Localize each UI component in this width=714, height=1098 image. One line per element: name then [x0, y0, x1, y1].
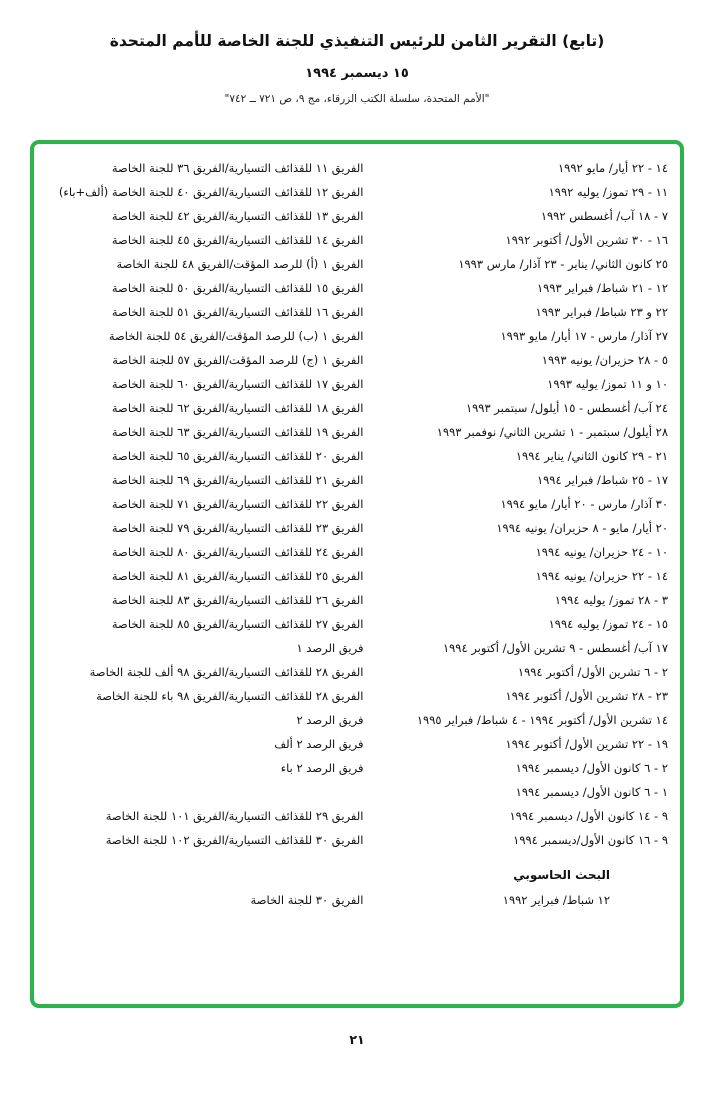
inspection-date: ١٠ - ٢٤ حزيران/ يونيه ١٩٩٤ — [535, 545, 668, 559]
team-label: فريق الرصد ١ — [296, 641, 364, 655]
table-row — [46, 492, 668, 516]
table-row — [46, 780, 668, 804]
inspections-table-frame — [30, 140, 684, 1008]
inspection-date: ٥ - ٢٨ حزيران/ يونيه ١٩٩٣ — [541, 353, 668, 367]
inspection-date: ٢٤ آب/ أغسطس - ١٥ أيلول/ سبتمبر ١٩٩٣ — [465, 401, 668, 415]
team-label: فريق الرصد ٢ باء — [280, 761, 364, 775]
team-label: الفريق ٣٠ للقذائف التسيارية/الفريق ١٠٢ للجنة الخاصة — [105, 833, 364, 847]
table-row — [46, 420, 668, 444]
report-date: ١٥ ديسمبر ١٩٩٤ — [305, 66, 409, 81]
table-row — [46, 636, 668, 660]
inspection-date: ٩ - ١٦ كانون الأول/ديسمبر ١٩٩٤ — [513, 833, 668, 847]
inspection-date: ١٠ و ١١ تموز/ يوليه ١٩٩٣ — [547, 377, 668, 391]
team-label: الفريق ١٥ للقذائف التسيارية/الفريق ٥٠ للجنة الخاصة — [111, 281, 364, 295]
team-label: فريق الرصد ٢ ألف — [274, 737, 364, 751]
table-row — [46, 828, 668, 852]
inspection-date: ١٢ شباط/ فبراير ١٩٩٢ — [502, 893, 610, 907]
table-row — [46, 396, 668, 420]
table-row — [46, 516, 668, 540]
table-row — [46, 660, 668, 684]
inspection-date: ٢٣ - ٢٨ تشرين الأول/ أكتوبر ١٩٩٤ — [505, 689, 668, 703]
team-label: الفريق ٢٠ للقذائف التسيارية/الفريق ٦٥ للجنة الخاصة — [111, 449, 364, 463]
inspection-date: ٢٥ كانون الثاني/ يناير - ٢٣ آذار/ مارس ١٩٩٣ — [458, 257, 668, 271]
inspection-date: ٧ - ١٨ آب/ أغسطس ١٩٩٢ — [540, 209, 668, 223]
inspection-date: ٢٢ و ٢٣ شباط/ فبراير ١٩٩٣ — [535, 305, 668, 319]
team-label: الفريق ١١ للقذائف التسيارية/الفريق ٣٦ للجنة الخاصة — [111, 161, 364, 175]
team-label: الفريق ١ (أ) للرصد المؤقت/الفريق ٤٨ للجنة الخاصة — [116, 257, 364, 271]
table-row — [46, 540, 668, 564]
table-row — [46, 612, 668, 636]
table-row — [46, 708, 668, 732]
inspection-date: ١٧ - ٢٥ شباط/ فبراير ١٩٩٤ — [536, 473, 668, 487]
table-row — [46, 732, 668, 756]
inspection-date: ٢٨ أيلول/ سبتمبر - ١ تشرين الثاني/ نوفمبر ١٩٩٣ — [436, 425, 668, 439]
team-label: الفريق ١ (ج) للرصد المؤقت/الفريق ٥٧ للجنة الخاصة — [112, 353, 364, 367]
inspection-date: ١٥ - ٢٤ تموز/ يوليه ١٩٩٤ — [548, 617, 668, 631]
team-label: الفريق ١٦ للقذائف التسيارية/الفريق ٥١ للجنة الخاصة — [111, 305, 364, 319]
team-label: الفريق ١٤ للقذائف التسيارية/الفريق ٤٥ للجنة الخاصة — [111, 233, 364, 247]
table-row — [46, 300, 668, 324]
page-number: ٢١ — [349, 1032, 365, 1047]
inspection-date: ١٤ تشرين الأول/ أكتوبر ١٩٩٤ - ٤ شباط/ فبراير ١٩٩٥ — [416, 713, 668, 727]
team-label: الفريق ٢١ للقذائف التسيارية/الفريق ٦٩ للجنة الخاصة — [111, 473, 364, 487]
table-row — [46, 684, 668, 708]
team-label: الفريق ٢٤ للقذائف التسيارية/الفريق ٨٠ للجنة الخاصة — [111, 545, 364, 559]
table-row — [46, 804, 668, 828]
inspection-date: ١ - ٦ كانون الأول/ ديسمبر ١٩٩٤ — [515, 785, 668, 799]
table-row — [46, 204, 668, 228]
inspection-date: ٢٧ آذار/ مارس - ١٧ أيار/ مايو ١٩٩٣ — [500, 329, 668, 343]
inspection-date: ١٢ - ٢١ شباط/ فبراير ١٩٩٣ — [536, 281, 668, 295]
team-label: فريق الرصد ٢ — [296, 713, 364, 727]
table-row — [46, 180, 668, 204]
table-row — [46, 588, 668, 612]
team-label: الفريق ٢٥ للقذائف التسيارية/الفريق ٨١ للجنة الخاصة — [111, 569, 364, 583]
team-label: الفريق ٢٦ للقذائف التسيارية/الفريق ٨٣ للجنة الخاصة — [111, 593, 364, 607]
team-label: الفريق ٢٣ للقذائف التسيارية/الفريق ٧٩ للجنة الخاصة — [111, 521, 364, 535]
team-label: الفريق ٢٩ للقذائف التسيارية/الفريق ١٠١ للجنة الخاصة — [105, 809, 364, 823]
table-row — [46, 444, 668, 468]
table-row — [46, 348, 668, 372]
table-row — [46, 324, 668, 348]
team-label: الفريق ٢٧ للقذائف التسيارية/الفريق ٨٥ للجنة الخاصة — [111, 617, 364, 631]
report-title: (تابع) التقرير الثامن للرئيس التنفيذي للجنة الخاصة للأمم المتحدة — [109, 32, 605, 50]
inspection-date: ١٤ - ٢٢ أيار/ مايو ١٩٩٢ — [557, 161, 668, 175]
page-header — [0, 32, 714, 105]
inspection-rows — [46, 156, 668, 852]
table-row — [46, 564, 668, 588]
inspection-date: ٩ - ١٤ كانون الأول/ ديسمبر ١٩٩٤ — [509, 809, 668, 823]
computer-search-rows — [46, 888, 668, 912]
team-label: الفريق ١٢ للقذائف التسيارية/الفريق ٤٠ للجنة الخاصة (ألف+باء) — [58, 185, 364, 199]
source-citation: "الأمم المتحدة، سلسلة الكتب الزرقاء، مج ٩، ص ٧٢١ ــ ٧٤٢" — [224, 93, 490, 105]
table-row — [46, 372, 668, 396]
inspection-date: ١٧ آب/ أغسطس - ٩ تشرين الأول/ أكتوبر ١٩٩٤ — [442, 641, 668, 655]
inspection-date: ٢ - ٦ كانون الأول/ ديسمبر ١٩٩٤ — [515, 761, 668, 775]
table-row — [46, 252, 668, 276]
team-label: الفريق ١ (ب) للرصد المؤقت/الفريق ٥٤ للجنة الخاصة — [108, 329, 364, 343]
inspection-date: ١٦ - ٣٠ تشرين الأول/ أكتوبر ١٩٩٢ — [505, 233, 668, 247]
team-label: الفريق ١٣ للقذائف التسيارية/الفريق ٤٢ للجنة الخاصة — [111, 209, 364, 223]
inspection-date: ٣ - ٢٨ تموز/ يوليه ١٩٩٤ — [554, 593, 668, 607]
inspection-date: ١٩ - ٢٢ تشرين الأول/ أكتوبر ١٩٩٤ — [505, 737, 668, 751]
table-row — [46, 756, 668, 780]
team-label: الفريق ١٨ للقذائف التسيارية/الفريق ٦٢ للجنة الخاصة — [111, 401, 364, 415]
team-label: الفريق ٢٨ للقذائف التسيارية/الفريق ٩٨ باء للجنة الخاصة — [96, 689, 364, 703]
inspection-date: ٣٠ آذار/ مارس - ٢٠ أيار/ مايو ١٩٩٤ — [500, 497, 668, 511]
team-label: الفريق ١٧ للقذائف التسيارية/الفريق ٦٠ للجنة الخاصة — [111, 377, 364, 391]
inspection-date: ٢٠ أيار/ مايو - ٨ حزيران/ يونيه ١٩٩٤ — [496, 521, 668, 535]
team-label: الفريق ٢٢ للقذائف التسيارية/الفريق ٧١ للجنة الخاصة — [111, 497, 364, 511]
table-row — [46, 156, 668, 180]
table-row — [46, 888, 668, 912]
computer-search-heading: البحث الحاسوبي — [513, 868, 610, 882]
team-label: الفريق ٣٠ للجنة الخاصة — [250, 893, 364, 907]
table-row — [46, 276, 668, 300]
inspection-date: ١٤ - ٢٢ حزيران/ يونيه ١٩٩٤ — [535, 569, 668, 583]
table-row — [46, 228, 668, 252]
inspection-date: ٢ - ٦ تشرين الأول/ أكتوبر ١٩٩٤ — [517, 665, 668, 679]
inspection-date: ١١ - ٢٩ تموز/ يوليه ١٩٩٢ — [548, 185, 668, 199]
team-label: الفريق ١٩ للقذائف التسيارية/الفريق ٦٣ للجنة الخاصة — [111, 425, 364, 439]
team-label: الفريق ٢٨ للقذائف التسيارية/الفريق ٩٨ ألف للجنة الخاصة — [89, 665, 364, 679]
table-row — [46, 468, 668, 492]
inspection-date: ٢١ - ٢٩ كانون الثاني/ يناير ١٩٩٤ — [515, 449, 668, 463]
